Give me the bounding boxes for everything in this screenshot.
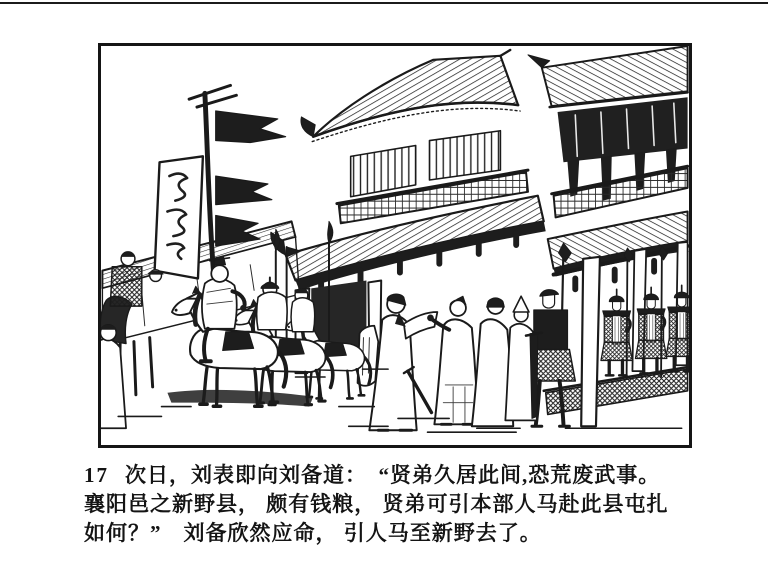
caption-line-1	[84, 461, 724, 490]
caption	[84, 461, 724, 548]
caption-text-1: 次日，刘表即向刘备道： “贤弟久居此间,恐荒废武事。	[125, 463, 661, 487]
page-top-rule	[0, 2, 768, 4]
panel-number: 17	[84, 463, 109, 487]
caption-line-3: 如何？” 刘备欣然应命， 引人马至新野去了。	[84, 521, 542, 545]
caption-line-2: 襄阳邑之新野县， 颇有钱粮， 贤弟可引本部人马赴此县屯扎	[84, 492, 669, 516]
illustration-panel	[98, 43, 692, 448]
panel-illustration	[101, 46, 689, 445]
liu-bei-party-standing	[427, 296, 542, 426]
